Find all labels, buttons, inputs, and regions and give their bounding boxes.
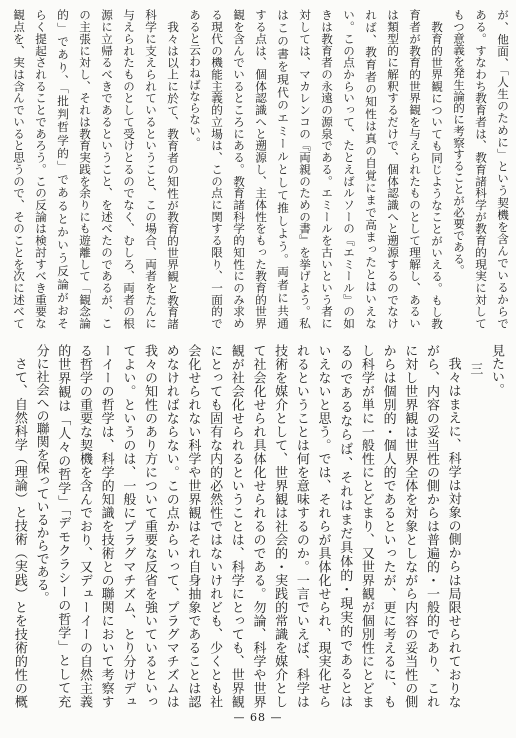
text-column: 見たい。 [489,344,504,396]
text-column: 会化せられない科学や世界観はそれ自身抽象であることは認 [185,344,201,708]
text-column: し科学が単に一般性にとどまり、又世界観が個別性にとどま [358,344,374,708]
text-column: らく提起されることであろう。この反論は検討すべき重要な [34,9,48,329]
text-column: 我々は以上に於て、教育者の知性が教育的世界観と教育諸 [166,20,180,329]
text-column: ーイーの哲学は、科学的知識を技術との聯関において考察す [98,344,114,708]
text-column: がら、内容の妥当性の側からは普遍的・一般的であり、これ [423,344,439,708]
text-column: いえないと思う。では、それらが具体化せられ、現実化せら [315,344,331,708]
text-column: する点は、個体認識へと遡源し、主体性をもった教育的世界 [254,9,268,329]
text-column: 対しては、マカレンコの『両親のための書』を挙げよう。私 [298,9,312,329]
text-column: い。この点からいって、たとえばルソーの『エミール』の如 [342,9,356,329]
text-column: て社会化せられ具体化せられるのである。勿論、科学や世界 [250,344,266,708]
text-column: 観を含んでいるところにある。教育諸科学的知性にのみ求め [232,9,246,329]
text-column: 的世界観は「人々の哲学」「デモクラシーの哲学」として充 [55,344,71,708]
text-column: るのであるならば、それはまだ具体的・現実的であるとは [337,344,353,708]
text-column: の主張に対し、それは教育実践を余りにも遊離して「観念論 [78,9,92,329]
text-column: ある。すなわち教育者は、教育諸科学が教育的現実に対して [474,9,488,329]
text-column: あると云わねばならない。 [188,9,202,149]
text-column: もつ意義を発生論的に考察することが必要である。 [452,9,466,276]
text-column: 分に社会への聯関を保っているからである。 [33,344,49,604]
text-column: は類型的に解釈するだけで、個体認識へと遡源するのでなけ [386,9,400,329]
text-column: 育者が教育的世界観を与えられたものとして理解し、あるい [408,9,422,329]
text-column: に対し世界観は世界全体を対象としながら内容の妥当性の側 [402,344,418,708]
text-column: 源に立帰るべきであるということ、を述べたのであるが、こ [100,9,114,329]
text-column: 我々の知性のあり方について重要な反省を強いているといっ [142,344,157,708]
page-number: — 68 — [233,711,283,724]
text-column: 与えられたものとして受けとるのでなく、むしろ、両者の根 [122,9,136,329]
text-column: 我々はまえに、科学は対象の側からは局限せられておりな [445,357,461,708]
text-column: 技術を媒介として、世界観は社会的・実践的常識を媒介とし [272,344,288,708]
text-column: 的」であり、「批判哲学的」であるとかいう反論がおそ [56,9,70,329]
text-column: めなければならない。この点からいって、プラグマチズムは [163,344,179,708]
text-column: にとっても固有な内的必然性ではないけれども、少くとも社 [207,344,223,708]
lower-text-block [8,344,507,708]
text-column: 科学に支えられているということ、この場合、両者をたんに [144,9,158,329]
text-column: れるということは何を意味するのか。一言でいえば、科学は [293,344,309,708]
text-column: はこの書を現代のエミールとして推しよう。両者に共通 [276,9,290,329]
text-column: てよい。というのは、一般にプラグマチズム、とり分けデュ [120,344,136,708]
section-heading: 三 [467,362,483,376]
text-column: きは教育者の永遠の源泉である。エミールを古いという者に [320,9,334,329]
text-column: からは個別的・個人的であるといったが、更に考えるに、も [380,344,396,708]
text-column: る現代の機能主義的立場は、この点に関する限り、一面的で [210,9,224,329]
upper-text-block [8,9,514,329]
text-column: 教育的世界観についても同じようなことがいえる。もし教 [430,20,444,329]
text-column: 観点を、実は含んでいると思うので、そのことを次に述べて [12,9,26,329]
text-column: る哲学の重要な契機を含んでおり、又デューイーの自然主義 [76,344,92,708]
text-column: 観が社会化せられるということは、科学にとっても、世界観 [228,344,244,708]
text-column: が、他面、「人生のために」という契機を含んでいるからで [496,9,510,329]
text-column: さて、自然科学（理論）と技術（実践）とを技術的性の概 [11,357,27,708]
text-column: れば、教育者の知性は真の自覚にまで高まったとはいえな [364,9,378,329]
